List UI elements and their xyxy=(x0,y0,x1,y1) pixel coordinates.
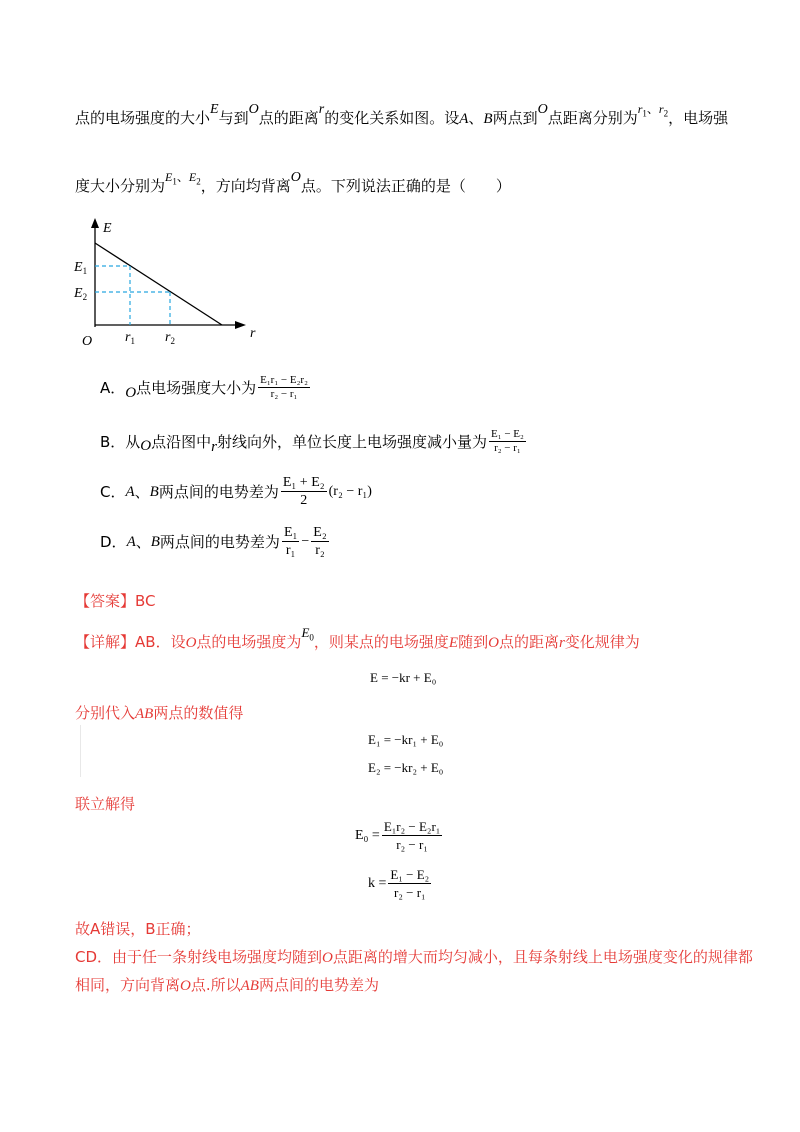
detail-line-5 xyxy=(75,947,753,968)
var-O: O xyxy=(140,437,152,454)
var-E: E xyxy=(448,635,459,651)
var-O: O xyxy=(290,170,301,185)
fraction-denominator: 2 xyxy=(300,493,308,508)
var-E0-sub: 0 xyxy=(309,632,314,643)
equation-2: E₁ = −kr₁ + E₀ xyxy=(368,732,444,747)
var-O: O xyxy=(185,635,197,651)
detail-line-1 xyxy=(75,625,640,658)
option-c-tail: (r₂ − r₁) xyxy=(328,483,372,499)
detail-line-4: 故A错误，B正确； xyxy=(75,920,201,938)
detail-bracket: 【详解】 xyxy=(75,633,136,651)
fraction-numerator: E₁ xyxy=(283,525,298,540)
fraction-numerator: E₁ + E₂ xyxy=(282,475,325,490)
option-d xyxy=(100,524,331,559)
var-O: O xyxy=(322,950,333,966)
fraction-numerator: E₁r₂ − E₂r₁ xyxy=(383,819,441,834)
q1-text-5: 两点到 xyxy=(492,109,538,127)
question-line-2 xyxy=(75,170,511,201)
equation-5 xyxy=(368,866,433,901)
detail-text: 两点间的电势差为 xyxy=(258,976,379,994)
option-b-label: B．从 xyxy=(100,432,141,451)
var-B: B xyxy=(483,111,493,127)
var-O: O xyxy=(248,102,259,117)
option-c xyxy=(100,474,372,509)
var-r1: r xyxy=(637,102,643,116)
var-A: A xyxy=(126,533,136,550)
q1-text-1: 点的电场强度的大小 xyxy=(75,109,211,127)
q1-text-2: 与到 xyxy=(218,109,249,127)
detail-text: 点.所以 xyxy=(190,976,241,994)
q2-sep: 、 xyxy=(176,170,189,184)
x-axis-arrow xyxy=(235,321,246,329)
option-c-sep: 、 xyxy=(134,482,150,501)
var-B: B xyxy=(149,483,159,500)
answer-line xyxy=(75,591,156,611)
fraction-denominator: r₂ xyxy=(315,543,325,558)
equation-1: E = −kr + E₀ xyxy=(370,670,437,685)
var-r2-sub: 2 xyxy=(663,108,669,119)
question-line-1 xyxy=(75,102,729,133)
var-A: A xyxy=(459,111,469,127)
y-axis-arrow xyxy=(91,218,99,228)
q1-sep-2: 、 xyxy=(646,102,659,116)
e-r-graph xyxy=(70,215,270,355)
var-O: O xyxy=(125,384,137,401)
option-b xyxy=(100,428,528,455)
equation-block-divider xyxy=(80,725,81,777)
q2-text-3: 点。下列说法正确的是（ ） xyxy=(300,177,511,195)
option-c-label: C． xyxy=(100,482,126,501)
fraction-denominator: r₂ − r₁ xyxy=(394,885,426,900)
var-r: r xyxy=(211,438,217,455)
var-O-2: O xyxy=(537,102,548,117)
minus-sign: − xyxy=(301,533,310,549)
e1-tick-label: $E_1$ xyxy=(74,260,88,276)
var-E1: E xyxy=(165,170,173,184)
x-axis-label: r xyxy=(250,326,256,341)
option-d-fraction-1 xyxy=(282,524,299,559)
detail-text: 点的电场强度为 xyxy=(196,633,302,651)
option-d-label: D． xyxy=(100,532,127,551)
r2-tick-label: $r_2$ xyxy=(165,330,175,346)
option-b-text-2: 射线向外，单位长度上电场强度减小量为 xyxy=(217,432,488,451)
detail-text: 随到 xyxy=(458,633,489,651)
option-a xyxy=(100,374,312,401)
detail-text: 点的距离 xyxy=(498,633,559,651)
var-r: r xyxy=(558,635,565,651)
fraction-numerator: E₁r₁ − E₂r₂ xyxy=(260,374,308,386)
fraction-denominator: r₁ xyxy=(285,543,296,558)
equation-4-fraction xyxy=(382,818,443,853)
option-b-text-1: 点沿图中 xyxy=(151,432,212,451)
equation-lhs: k = xyxy=(368,875,387,891)
option-a-text: 点电场强度大小为 xyxy=(136,378,257,397)
detail-text: 点距离的增大而均匀减小，且每条射线上电场强度变化的规律都 xyxy=(332,948,753,966)
var-r: r xyxy=(318,102,325,117)
option-a-label: A． xyxy=(100,378,126,397)
var-E1-sub: 1 xyxy=(172,176,177,187)
q2-text-1: 度大小分别为 xyxy=(75,177,166,195)
q1-text-3: 点的距离 xyxy=(258,109,319,127)
var-E2-sub: 2 xyxy=(196,176,201,187)
answer-value: BC xyxy=(135,592,156,610)
var-O: O xyxy=(488,635,499,651)
equation-lhs: E₀ = xyxy=(355,827,380,843)
fraction-numerator: E₁ − E₂ xyxy=(491,428,524,440)
dashed-guides xyxy=(95,266,170,325)
var-O: O xyxy=(180,978,191,994)
option-d-fraction-2 xyxy=(311,524,328,559)
detail-text: CD．由于任一条射线电场强度均随到 xyxy=(75,948,323,966)
var-A: A xyxy=(125,483,135,500)
detail-text: AB．设 xyxy=(135,633,186,651)
detail-line-6 xyxy=(75,975,379,996)
q1-text-6: 点距离分别为 xyxy=(547,109,638,127)
var-AB: AB xyxy=(135,706,154,722)
q1-sep: 、 xyxy=(468,109,484,127)
option-a-fraction xyxy=(258,374,310,401)
detail-line-3: 联立解得 xyxy=(75,795,136,813)
y-axis-label: E xyxy=(103,221,112,236)
detail-text: 分别代入 xyxy=(75,704,136,722)
option-d-sep: 、 xyxy=(135,532,151,551)
fraction-denominator: r₂ − r₁ xyxy=(270,388,298,400)
var-r2: r xyxy=(658,102,664,116)
detail-text: ，则某点的电场强度 xyxy=(313,633,449,651)
origin-label: O xyxy=(82,334,93,349)
option-c-text: 两点间的电势差为 xyxy=(158,482,279,501)
option-d-text: 两点间的电势差为 xyxy=(159,532,280,551)
equation-4 xyxy=(355,818,444,853)
r1-tick-label: $r_1$ xyxy=(125,330,135,346)
q1-text-7: ，电场强 xyxy=(668,109,729,127)
var-E0: E xyxy=(301,625,310,640)
detail-line-2 xyxy=(75,703,243,724)
var-E2: E xyxy=(188,170,197,184)
var-E: E xyxy=(210,102,219,117)
fraction-denominator: r₂ − r₁ xyxy=(494,442,521,454)
var-r1-sub: 1 xyxy=(642,108,647,119)
option-b-fraction xyxy=(489,428,526,455)
e-r-line xyxy=(95,243,222,325)
q1-text-4: 的变化关系如图。设 xyxy=(324,109,460,127)
fraction-numerator: E₁ − E₂ xyxy=(390,867,430,882)
var-AB: AB xyxy=(240,978,259,994)
fraction-numerator: E₂ xyxy=(313,525,327,540)
equation-5-fraction xyxy=(388,866,431,901)
detail-text: 相同，方向背离 xyxy=(75,976,181,994)
detail-text: 两点的数值得 xyxy=(153,704,244,722)
var-B: B xyxy=(150,533,160,550)
fraction-denominator: r₂ − r₁ xyxy=(396,837,428,852)
e2-tick-label: $E_2$ xyxy=(74,286,88,302)
detail-text: 变化规律为 xyxy=(564,633,640,651)
equation-3: E₂ = −kr₂ + E₀ xyxy=(368,760,444,775)
option-c-fraction xyxy=(281,474,327,509)
q2-text-2: ，方向均背离 xyxy=(200,177,291,195)
answer-bracket: 【答案】 xyxy=(75,592,136,610)
